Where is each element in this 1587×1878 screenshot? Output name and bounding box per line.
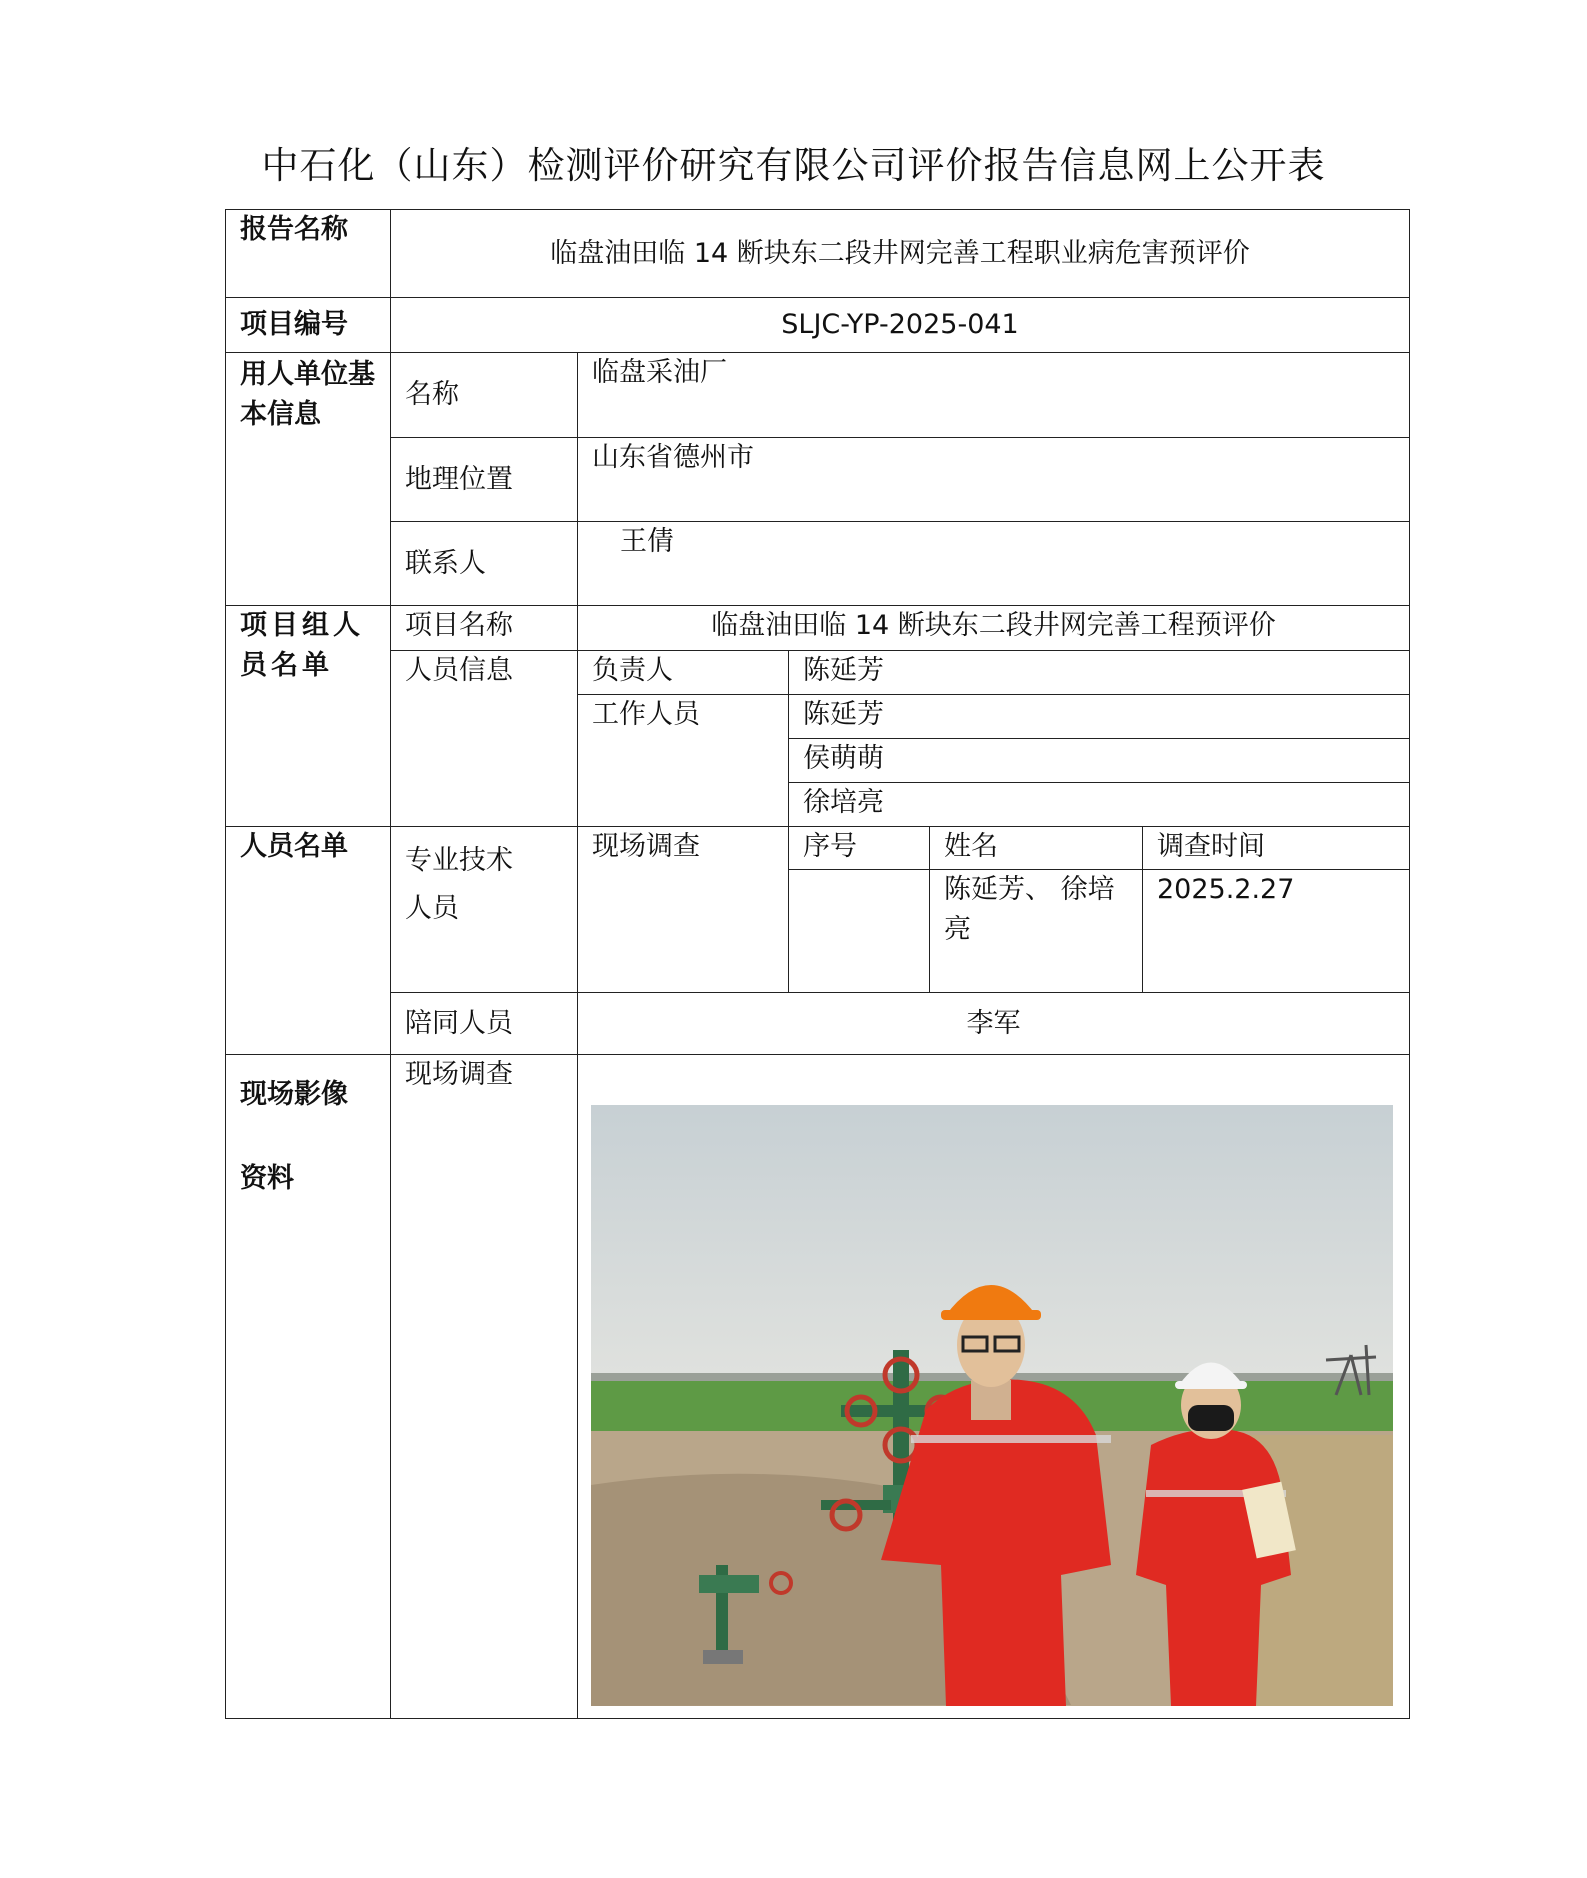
employer-name-label: 名称 — [391, 353, 578, 438]
employer-name-row — [226, 353, 1410, 438]
page-title: 中石化（山东）检测评价研究有限公司评价报告信息网上公开表 — [261, 144, 1326, 187]
team-leader-value: 陈延芳 — [789, 651, 1410, 695]
team-staff-label: 工作人员 — [578, 695, 789, 827]
team-staff-3: 徐培亮 — [789, 783, 1410, 827]
col-header-name: 姓名 — [930, 827, 1143, 870]
employer-section-label: 用人单位基本信息 — [226, 353, 391, 606]
personnel-header-row — [226, 827, 1410, 870]
team-section-label: 项目组人员名单 — [226, 606, 391, 827]
site-media-row — [226, 1055, 1410, 1719]
employer-contact-label: 联系人 — [391, 522, 578, 606]
site-media-label-1: 现场影像 — [240, 1079, 348, 1110]
team-project-name-label: 项目名称 — [391, 606, 578, 651]
team-personnel-label: 人员信息 — [391, 651, 578, 827]
employer-location-row — [226, 438, 1410, 522]
row-date: 2025.2.27 — [1143, 870, 1410, 993]
row-no — [789, 870, 930, 993]
site-survey-label: 现场调查 — [391, 1055, 578, 1719]
team-staff-2: 侯萌萌 — [789, 739, 1410, 783]
row-names: 陈延芳、 徐培亮 — [930, 870, 1143, 993]
report-name-label: 报告名称 — [226, 210, 391, 298]
project-code-row — [226, 298, 1410, 353]
employer-name-value: 临盘采油厂 — [578, 353, 1410, 438]
project-code-label: 项目编号 — [226, 298, 391, 353]
disclosure-table — [225, 209, 1410, 1719]
report-name-row — [226, 210, 1410, 298]
project-code-value: SLJC-YP-2025-041 — [391, 298, 1410, 353]
tech-staff-label: 专业技术人员 — [391, 827, 578, 993]
employer-contact-value: 王倩 — [578, 522, 1410, 606]
escort-value: 李军 — [578, 993, 1410, 1055]
col-header-date: 调查时间 — [1143, 827, 1410, 870]
escort-label: 陪同人员 — [391, 993, 578, 1055]
survey-type-label: 现场调查 — [578, 827, 789, 993]
escort-row — [226, 993, 1410, 1055]
col-header-no: 序号 — [789, 827, 930, 870]
site-media-label-2: 资料 — [240, 1163, 294, 1194]
report-name-value: 临盘油田临 14 断块东二段井网完善工程职业病危害预评价 — [391, 210, 1410, 298]
site-survey-photo — [591, 1105, 1393, 1706]
team-leader-row — [226, 651, 1410, 695]
team-leader-label: 负责人 — [578, 651, 789, 695]
employer-contact-row — [226, 522, 1410, 606]
employer-location-label: 地理位置 — [391, 438, 578, 522]
personnel-section-label: 人员名单 — [226, 827, 391, 1055]
team-project-row — [226, 606, 1410, 651]
employer-location-value: 山东省德州市 — [578, 438, 1410, 522]
team-project-name-value: 临盘油田临 14 断块东二段井网完善工程预评价 — [578, 606, 1410, 651]
team-staff-1: 陈延芳 — [789, 695, 1410, 739]
photo-cell — [578, 1055, 1410, 1719]
site-media-section — [226, 1055, 391, 1719]
